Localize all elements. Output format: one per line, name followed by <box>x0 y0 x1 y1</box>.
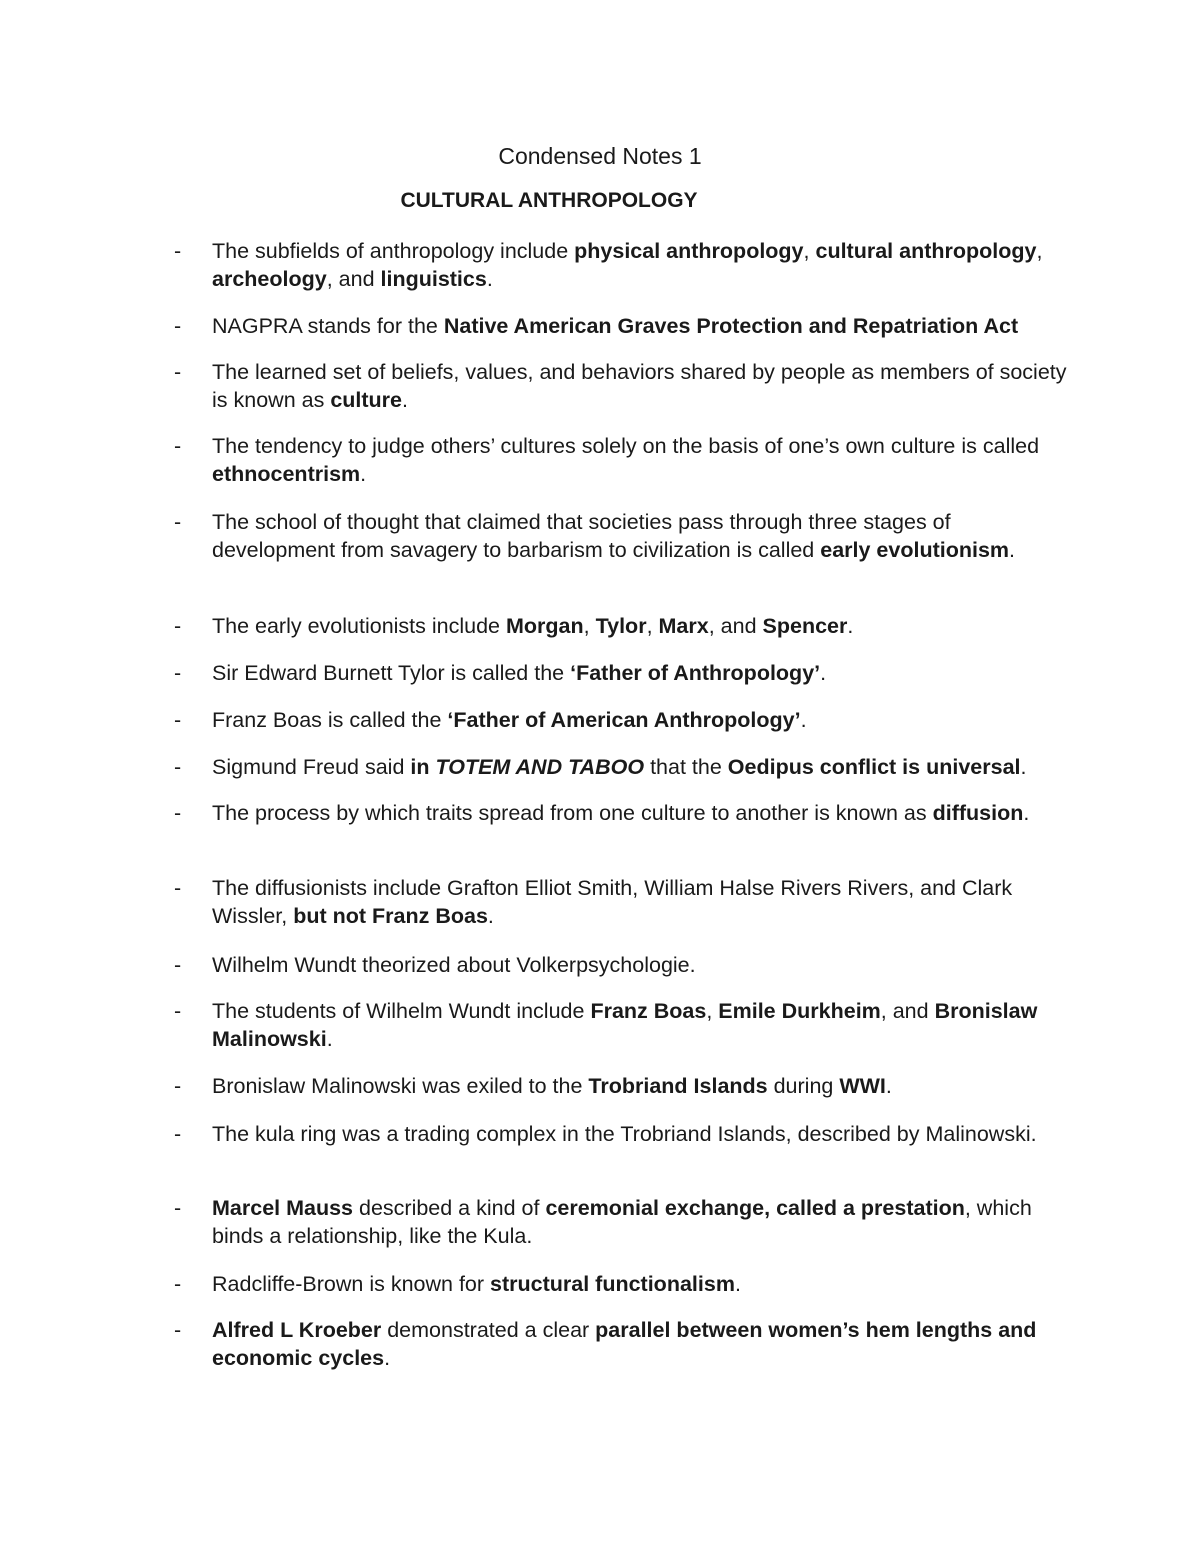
note-text-run: The kula ring was a trading complex in the Trobriand Islands, described by Malinowski. <box>212 1122 1037 1146</box>
note-item <box>174 874 1074 930</box>
note-item <box>174 312 1074 340</box>
note-text-run: NAGPRA stands for the <box>212 314 444 338</box>
note-text-run: The students of Wilhelm Wundt include <box>212 999 591 1023</box>
note-text <box>212 1316 1074 1372</box>
note-text-run: , <box>1036 239 1043 263</box>
bullet-dash: - <box>174 1122 182 1146</box>
note-text-bold: culture <box>330 388 402 412</box>
bullet-dash: - <box>174 360 182 384</box>
note-text <box>212 358 1074 414</box>
note-text-run: . <box>384 1346 391 1370</box>
note-text-bold: Franz Boas <box>590 999 707 1023</box>
note-text-bold: but not Franz Boas <box>293 904 488 928</box>
bullet-dash: - <box>174 999 182 1023</box>
note-text-run: , <box>706 999 719 1023</box>
bullet-dash: - <box>174 1318 182 1342</box>
note-text-run: , <box>646 614 659 638</box>
note-text-bold: Emile Durkheim <box>718 999 881 1023</box>
note-text-run: . <box>800 708 807 732</box>
bullet-dash: - <box>174 1196 182 1220</box>
bullet-dash: - <box>174 434 182 458</box>
note-text-bold: diffusion <box>932 801 1024 825</box>
document-title: Condensed Notes 1 <box>498 143 702 169</box>
note-text-bold: linguistics <box>380 267 487 291</box>
note-text-bold: ceremonial exchange, called a prestation <box>545 1196 965 1220</box>
note-text-run: The learned set of beliefs, values, and behaviors shared by people as members of society is known as <box>212 360 1067 412</box>
note-text-run: . <box>486 267 493 291</box>
note-text-run: during <box>767 1074 840 1098</box>
note-text <box>212 997 1074 1053</box>
note-text-run: Wilhelm Wundt theorized about Volkerpsychologie. <box>212 953 696 977</box>
note-text-bold: Morgan <box>506 614 584 638</box>
bullet-dash: - <box>174 708 182 732</box>
note-text-run: , and <box>708 614 763 638</box>
note-text-run: , which binds a relationship, like the Kula. <box>212 1196 1032 1248</box>
note-text-bold: ‘Father of Anthropology’ <box>570 661 821 685</box>
note-text-run: The early evolutionists include <box>212 614 506 638</box>
bullet-dash: - <box>174 614 182 638</box>
note-text-bold: structural functionalism <box>490 1272 735 1296</box>
bullet-dash: - <box>174 239 182 263</box>
note-text-run: The diffusionists include Grafton Elliot Smith, William Halse Rivers Rivers, and Clark Wissler, <box>212 876 1013 928</box>
note-text <box>212 951 1074 979</box>
note-text <box>212 237 1074 293</box>
note-text-run: . <box>402 388 408 412</box>
note-text-bold: Marx <box>658 614 709 638</box>
note-text <box>212 1072 1074 1100</box>
note-item <box>174 508 1074 564</box>
note-text <box>212 659 1074 687</box>
note-text-run: . <box>487 904 494 928</box>
note-text-run: , and <box>880 999 935 1023</box>
note-text-run: . <box>820 661 827 685</box>
note-text-run: The tendency to judge others’ cultures solely on the basis of one’s own culture is called <box>212 434 1040 458</box>
note-text-run: , and <box>326 267 381 291</box>
note-item <box>174 799 1074 827</box>
bullet-dash: - <box>174 801 182 825</box>
note-text-bold: Tylor <box>595 614 647 638</box>
note-text-run: . <box>847 614 854 638</box>
note-text-run: Franz Boas is called the <box>212 708 448 732</box>
bullet-dash: - <box>174 1074 182 1098</box>
note-text-run: , <box>583 614 596 638</box>
note-text-run: . <box>1009 538 1016 562</box>
note-text-bold: TOTEM AND TABOO <box>435 755 645 779</box>
note-item <box>174 1316 1074 1372</box>
note-text-run: . <box>326 1027 333 1051</box>
note-text <box>212 874 1074 930</box>
note-text-run: described a kind of <box>353 1196 546 1220</box>
note-item <box>174 753 1074 781</box>
document-heading: CULTURAL ANTHROPOLOGY <box>400 189 698 212</box>
note-text-bold: Spencer <box>762 614 848 638</box>
note-text <box>212 612 1074 640</box>
note-text-run: . <box>1020 755 1027 779</box>
note-text-bold: Native American Graves Protection and Repatriation Act <box>443 314 1019 338</box>
note-item <box>174 358 1074 414</box>
note-text <box>212 799 1074 827</box>
note-text-run: The school of thought that claimed that societies pass through three stages of development from savagery to barbarism to civilization is called <box>212 510 951 562</box>
note-text-run: . <box>1023 801 1030 825</box>
note-text <box>212 432 1074 488</box>
note-text-bold: parallel between women’s hem lengths and economic cycles <box>212 1318 1037 1370</box>
bullet-dash: - <box>174 661 182 685</box>
note-text-run: The process by which traits spread from one culture to another is known as <box>212 801 933 825</box>
note-text <box>212 1194 1074 1250</box>
note-text <box>212 706 1074 734</box>
note-text <box>212 753 1074 781</box>
note-text-run: . <box>360 462 367 486</box>
note-text-run: . <box>885 1074 892 1098</box>
note-text-bold: Alfred L Kroeber <box>212 1318 382 1342</box>
note-item <box>174 1270 1074 1298</box>
note-text <box>212 1270 1074 1298</box>
note-text-bold: WWI <box>839 1074 886 1098</box>
note-text-run: Sigmund Freud said <box>212 755 411 779</box>
bullet-dash: - <box>174 1272 182 1296</box>
bullet-dash: - <box>174 953 182 977</box>
note-item <box>174 432 1074 488</box>
note-text-bold: physical anthropology <box>574 239 804 263</box>
note-item <box>174 612 1074 640</box>
note-text-bold: Bronislaw Malinowski <box>212 999 1038 1051</box>
note-text-bold: Oedipus conflict is universal <box>727 755 1021 779</box>
bullet-dash: - <box>174 510 182 534</box>
note-text-run: . <box>734 1272 741 1296</box>
note-item <box>174 659 1074 687</box>
note-text-bold: archeology <box>212 267 327 291</box>
note-item <box>174 237 1074 293</box>
note-item <box>174 1120 1074 1148</box>
note-text-bold: Marcel Mauss <box>212 1196 354 1220</box>
note-text-bold: ethnocentrism <box>212 462 361 486</box>
note-text-run: Sir Edward Burnett Tylor is called the <box>212 661 571 685</box>
note-item <box>174 951 1074 979</box>
bullet-dash: - <box>174 876 182 900</box>
bullet-dash: - <box>174 314 182 338</box>
note-item <box>174 1072 1074 1100</box>
note-text-run: Radcliffe-Brown is known for <box>212 1272 491 1296</box>
note-text-run: demonstrated a clear <box>381 1318 596 1342</box>
bullet-dash: - <box>174 755 182 779</box>
note-text-run: Bronislaw Malinowski was exiled to the <box>212 1074 589 1098</box>
note-item <box>174 706 1074 734</box>
note-text-bold: ‘Father of American Anthropology’ <box>447 708 801 732</box>
note-text-bold: cultural anthropology <box>815 239 1037 263</box>
note-text <box>212 1120 1074 1148</box>
note-text-bold: early evolutionism <box>820 538 1010 562</box>
note-item <box>174 1194 1074 1250</box>
note-text-bold: in <box>410 755 436 779</box>
note-text-run: , <box>803 239 816 263</box>
note-item <box>174 997 1074 1053</box>
note-text <box>212 508 1074 564</box>
note-text-run: The subfields of anthropology include <box>212 239 575 263</box>
note-text-run: that the <box>644 755 728 779</box>
note-text-bold: Trobriand Islands <box>588 1074 768 1098</box>
note-text <box>212 312 1074 340</box>
